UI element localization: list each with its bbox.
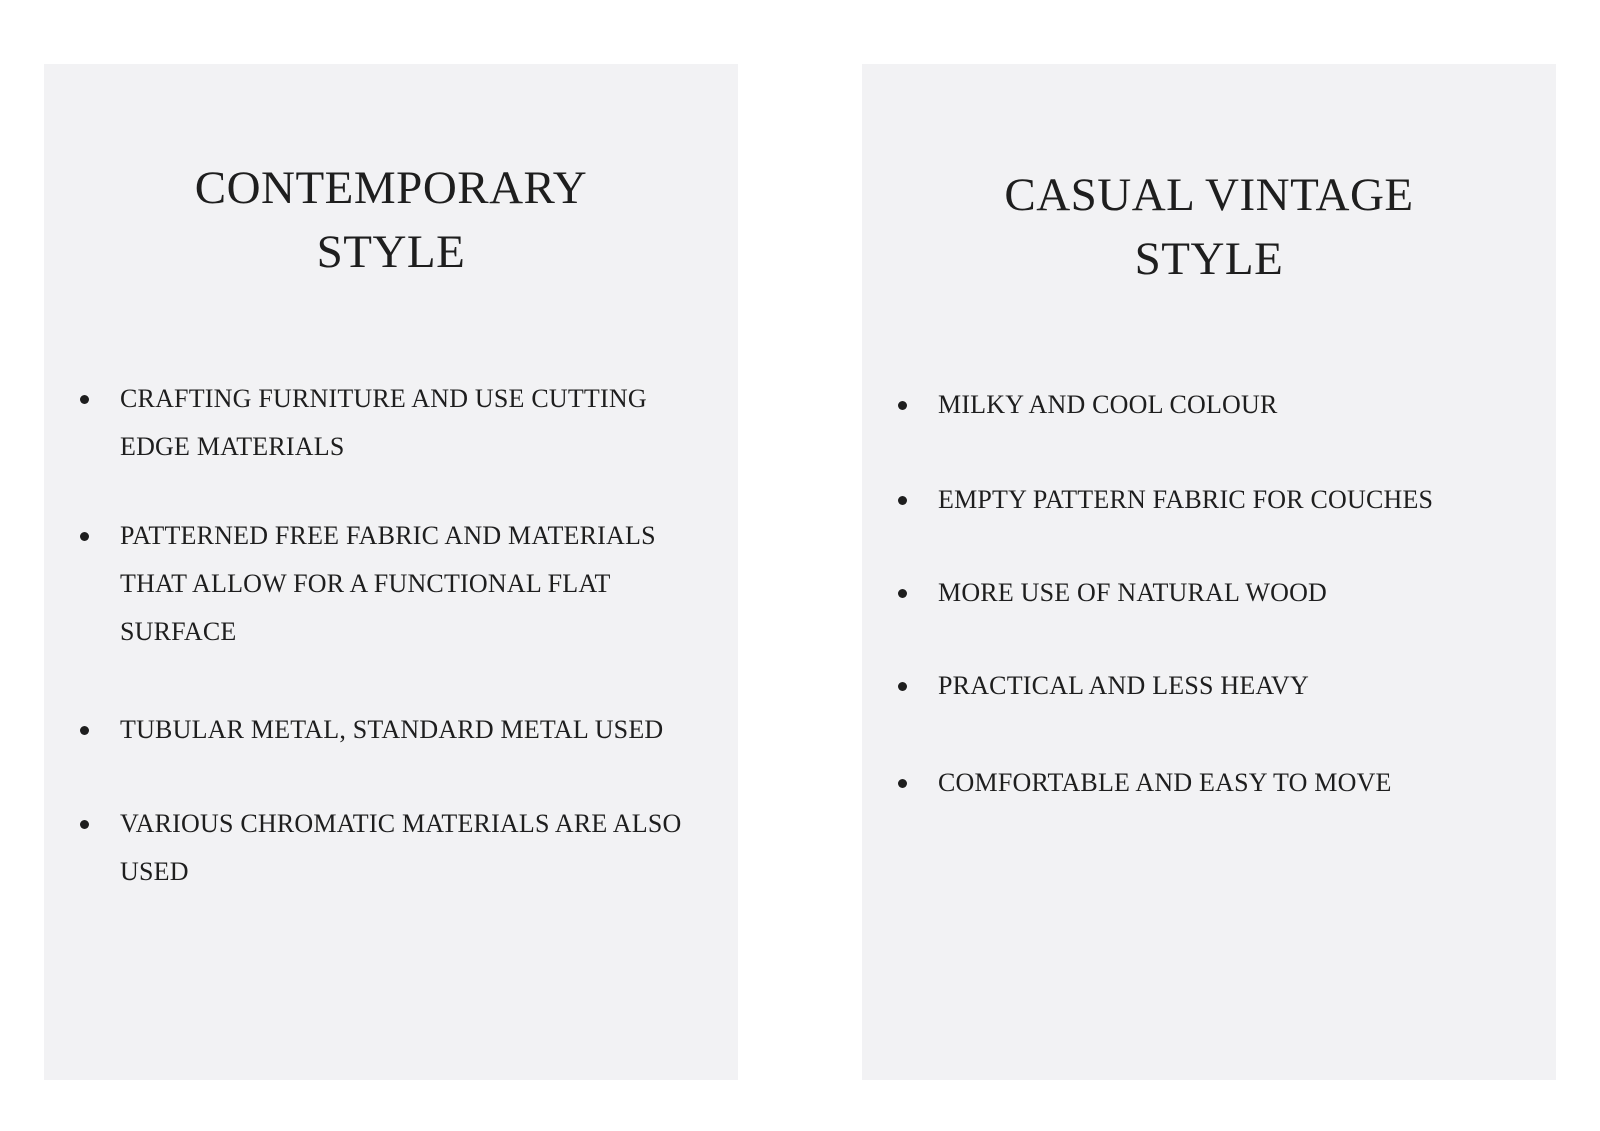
panel-title bbox=[44, 156, 738, 284]
list-item-text: COMFORTABLE AND EASY TO MOVE bbox=[938, 768, 1392, 797]
panel-title bbox=[862, 163, 1556, 291]
panel-title-line-1: CASUAL VINTAGE bbox=[1004, 169, 1414, 221]
list-item-text: EMPTY PATTERN FABRIC FOR COUCHES bbox=[938, 485, 1434, 514]
list-item-text: MILKY AND COOL COLOUR bbox=[938, 390, 1278, 419]
bullet-icon bbox=[80, 532, 89, 541]
list-item-line: EDGE MATERIALS bbox=[120, 432, 345, 461]
list-item-line: SURFACE bbox=[120, 617, 237, 646]
list-item-line: CRAFTING FURNITURE AND USE CUTTING bbox=[120, 384, 647, 413]
bullet-icon bbox=[80, 395, 89, 404]
list-item-line: THAT ALLOW FOR A FUNCTIONAL FLAT bbox=[120, 569, 611, 598]
list-item bbox=[120, 512, 702, 656]
panel-title-line-2: STYLE bbox=[316, 226, 466, 278]
panel-title-line-2: STYLE bbox=[1134, 233, 1284, 285]
list-item bbox=[120, 800, 702, 896]
bullet-icon bbox=[898, 401, 907, 410]
bullet-icon bbox=[80, 820, 89, 829]
list-item-text: PRACTICAL AND LESS HEAVY bbox=[938, 671, 1310, 700]
panel-title-line-1: CONTEMPORARY bbox=[194, 162, 588, 214]
bullet-icon bbox=[898, 589, 907, 598]
list-item bbox=[938, 569, 1536, 617]
bullet-icon bbox=[898, 779, 907, 788]
list-item-line: TUBULAR METAL, STANDARD METAL USED bbox=[120, 715, 664, 744]
list-item bbox=[938, 662, 1536, 710]
list-item-line: VARIOUS CHROMATIC MATERIALS ARE ALSO bbox=[120, 809, 682, 838]
list-item-line: USED bbox=[120, 857, 189, 886]
list-item bbox=[938, 759, 1536, 807]
contemporary-style-panel bbox=[44, 64, 738, 1080]
list-item bbox=[120, 375, 702, 471]
list-item-line: PATTERNED FREE FABRIC AND MATERIALS bbox=[120, 521, 656, 550]
list-item bbox=[120, 706, 702, 754]
casual-vintage-style-panel bbox=[862, 64, 1556, 1080]
list-item-text: MORE USE OF NATURAL WOOD bbox=[938, 578, 1328, 607]
list-item bbox=[938, 476, 1536, 524]
bullet-icon bbox=[898, 496, 907, 505]
bullet-icon bbox=[80, 726, 89, 735]
bullet-icon bbox=[898, 682, 907, 691]
list-item bbox=[938, 381, 1536, 429]
